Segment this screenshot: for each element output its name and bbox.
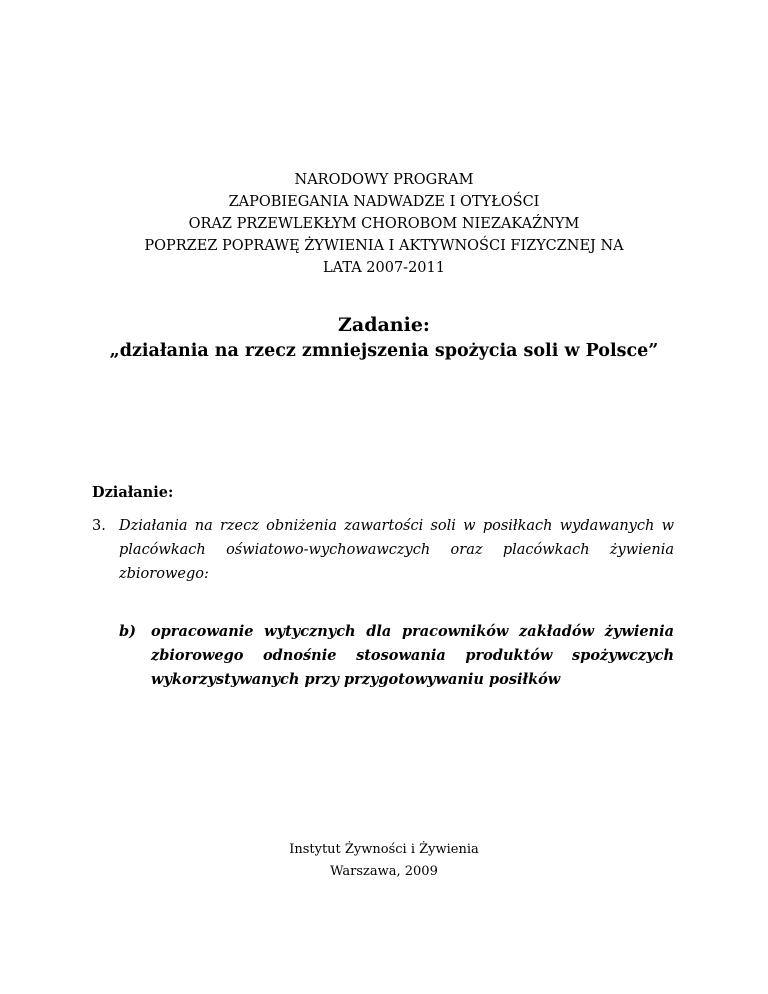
action-heading: Działanie: [92, 484, 174, 501]
publisher-institute: Instytut Żywności i Żywienia [289, 842, 479, 857]
task-label: Zadanie: [338, 314, 430, 336]
publisher-place-year: Warszawa, 2009 [330, 864, 438, 879]
program-title-line: NARODOWY PROGRAM [294, 172, 474, 188]
task-title: „działania na rzecz zmniejszenia spożycia soli w Polsce” [109, 341, 659, 361]
action-item [92, 514, 674, 586]
action-subitem [119, 620, 674, 692]
program-title [0, 169, 768, 279]
program-title-line: LATA 2007-2011 [323, 260, 445, 276]
action-item-text: Działania na rzecz obniżenia zawartości soli w posiłkach wydawanych w placówkach oświatowo-wychowawczych oraz placówkach żywienia zbiorowego: [119, 518, 674, 582]
task-block [0, 312, 768, 364]
action-subitem-text: opracowanie wytycznych dla pracowników zakładów żywienia zbiorowego odnośnie stosowania produktów spożywczych wykorzystywanych przy przygotowywaniu posiłków [151, 623, 674, 688]
publisher-block [0, 839, 768, 883]
program-title-line: POPRZEZ POPRAWĘ ŻYWIENIA I AKTYWNOŚCI FIZYCZNEJ NA [144, 238, 624, 254]
action-subitem-label: b) [119, 623, 136, 640]
program-title-line: ORAZ PRZEWLEKŁYM CHOROBOM NIEZAKAŹNYM [188, 216, 580, 232]
action-item-number: 3. [92, 518, 106, 534]
program-title-line: ZAPOBIEGANIA NADWADZE I OTYŁOŚCI [228, 194, 540, 210]
